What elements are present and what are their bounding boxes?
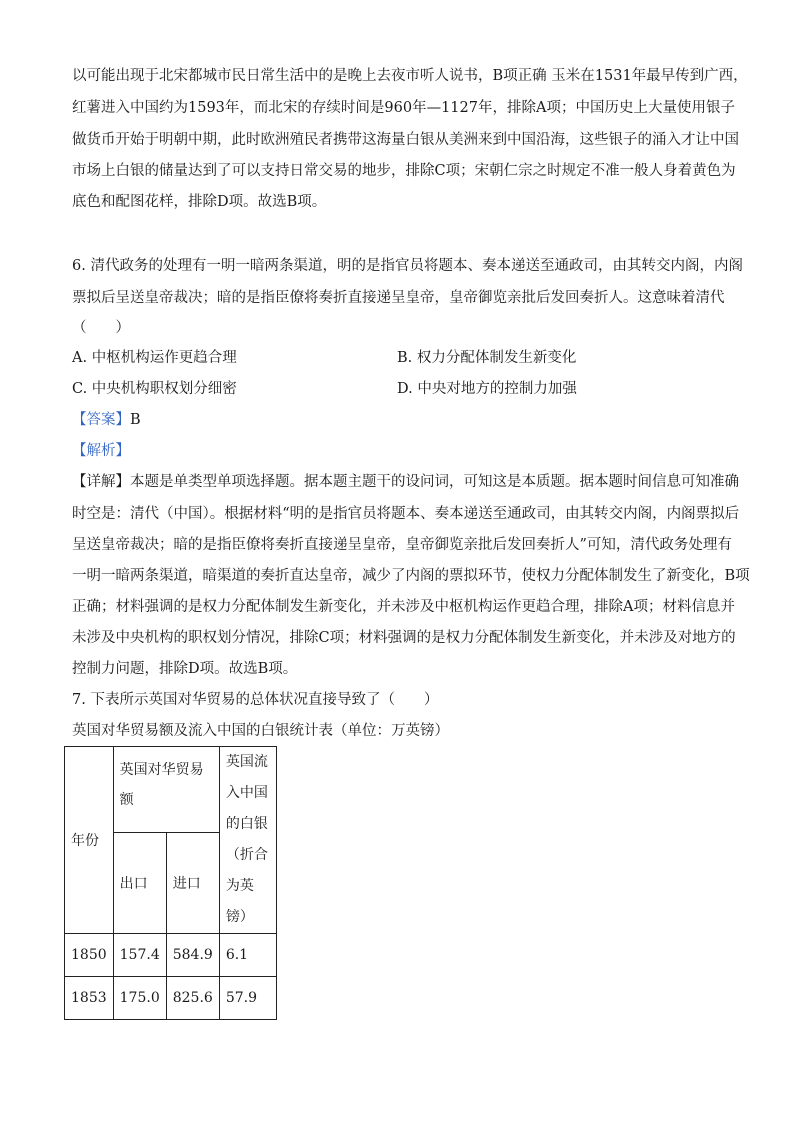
q6-detail-line: 呈送皇帝裁决；暗的是指臣僚将奏折直接递呈皇帝，皇帝御览亲批后发回奏折人”可知，清代政务处理有 (72, 537, 732, 553)
q6-answer (72, 410, 141, 430)
cell-year: 1850 (65, 934, 114, 977)
header-trade-line: 额 (119, 792, 134, 808)
q7-table-title: 英国对华贸易额及流入中国的白银统计表（单位：万英镑） (72, 723, 449, 739)
trade-table (64, 746, 277, 1020)
header-import: 进口 (166, 833, 219, 934)
q7-stem: 7. 下表所示英国对华贸易的总体状况直接导致了（ ） (72, 692, 439, 708)
answer-value: B (130, 412, 141, 428)
header-silver-line: 入中国 (225, 785, 268, 801)
header-silver-line: （折合 (225, 847, 268, 863)
prev-explanation-line: 以可能出现于北宋都城市民日常生活中的是晚上去夜市听人说书，B项正确 玉米在1531年最早传到广西， (72, 68, 748, 84)
cell-silver: 57.9 (219, 977, 276, 1020)
q6-option-d: D. 中央对地方的控制力加强 (397, 381, 577, 397)
cell-import: 584.9 (166, 934, 219, 977)
header-year: 年份 (65, 747, 114, 934)
header-trade (113, 747, 219, 833)
prev-explanation-line: 底色和配图花样，排除D项。故选B项。 (72, 194, 327, 210)
cell-year: 1853 (65, 977, 114, 1020)
q6-option-a: A. 中枢机构运作更趋合理 (72, 350, 237, 366)
q6-detail-line: 时空是：清代（中国）。根据材料“明的是指官员将题本、奏本递送至通政司，由其转交内阁，内阁票拟后 (72, 506, 740, 522)
detail-text: 本题是单类型单项选择题。据本题主题干的设问词，可知这是本质题。据本题时间信息可知准确 (130, 474, 739, 490)
table-row (65, 977, 277, 1020)
q6-stem-blank: （ ） (72, 320, 130, 336)
cell-export: 175.0 (113, 977, 166, 1020)
q6-analysis-heading (72, 441, 130, 461)
detail-tag: 【详解】 (72, 474, 130, 490)
q6-detail-line: 控制力问题，排除D项。故选B项。 (72, 661, 298, 677)
q6-detail-line: 一明一暗两条渠道，暗渠道的奏折直达皇帝，减少了内阁的票拟环节，使权力分配体制发生了新变化，B项 (72, 568, 750, 584)
header-silver-line: 英国流 (225, 754, 268, 770)
header-silver-line: 为英镑） (225, 878, 254, 925)
q6-stem-line: 票拟后呈送皇帝裁决；暗的是指臣僚将奏折直接递呈皇帝，皇帝御览亲批后发回奏折人。这意味着清代 (72, 290, 725, 306)
prev-explanation-line: 红薯进入中国约为1593年，而北宋的存续时间是960年—1127年，排除A项；中国历史上大量使用银子 (72, 100, 735, 116)
q6-option-c: C. 中央机构职权划分细密 (72, 381, 237, 397)
header-trade-line: 英国对华贸易 (119, 762, 204, 778)
header-export: 出口 (113, 833, 166, 934)
header-silver-line: 的白银 (225, 816, 268, 832)
table-row (65, 934, 277, 977)
prev-explanation-line: 做货币开始于明朝中期，此时欧洲殖民者携带这海量白银从美洲来到中国沿海，这些银子的涌入才让中国 (72, 132, 739, 148)
q6-option-b: B. 权力分配体制发生新变化 (397, 350, 577, 366)
q6-detail-line: 正确；材料强调的是权力分配体制发生新变化，并未涉及中枢机构运作更趋合理，排除A项；材料信息并 (72, 599, 735, 615)
cell-export: 157.4 (113, 934, 166, 977)
q6-detail-line: 未涉及中央机构的职权划分情况，排除C项；材料强调的是权力分配体制发生新变化，并未涉及对地方的 (72, 630, 736, 646)
cell-import: 825.6 (166, 977, 219, 1020)
cell-silver: 6.1 (219, 934, 276, 977)
prev-explanation-line: 市场上白银的储量达到了可以支持日常交易的地步，排除C项；宋朝仁宗之时规定不准一般人身着黄色为 (72, 163, 736, 179)
analysis-tag: 【解析】 (72, 443, 130, 459)
answer-tag: 【答案】 (72, 412, 130, 428)
q6-stem-line: 6. 清代政务的处理有一明一暗两条渠道，明的是指官员将题本、奏本递送至通政司，由其转交内阁，内阁 (72, 258, 743, 274)
header-silver (219, 747, 276, 934)
q6-detail-line (72, 472, 739, 492)
